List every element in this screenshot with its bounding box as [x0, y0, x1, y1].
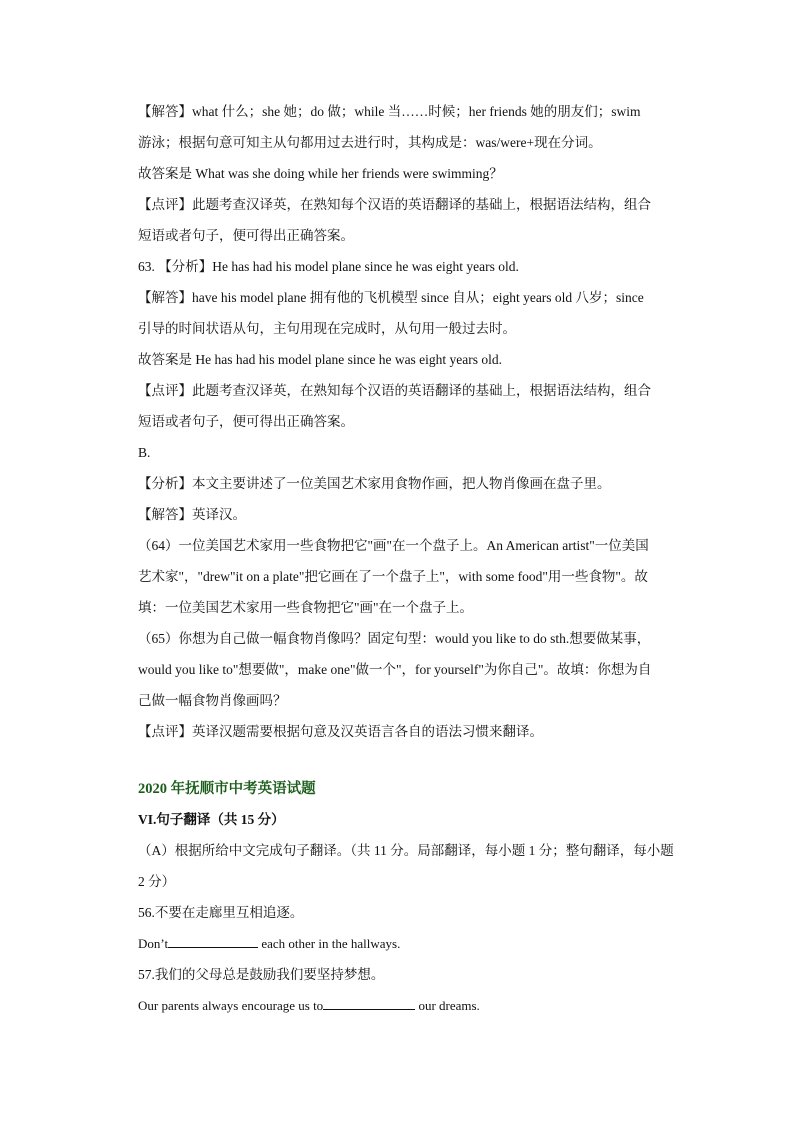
answer-b: 【解答】英译汉。 [138, 507, 246, 522]
analysis-63: 63. 【分析】He has had his model plane since he was eight years old. [138, 259, 519, 274]
answer-63-line-2: 引导的时间状语从句，主句用现在完成时，从句用一般过去时。 [138, 321, 516, 336]
answer-64-line-2: 艺术家"，"drew"it on a plate"把它画在了一个盘子上"，with some food"用一些食物"。故 [138, 569, 648, 584]
answer-line-2: 游泳；根据句意可知主从句都用过去进行时，其构成是：was/were+现在分词。 [138, 135, 602, 150]
section-spacer [138, 747, 678, 773]
question-57-suffix: our dreams. [415, 998, 480, 1013]
question-57-chinese: 57.我们的父母总是鼓励我们要坚持梦想。 [138, 967, 385, 982]
question-56-chinese: 56.不要在走廊里互相追逐。 [138, 905, 304, 920]
page-content [138, 96, 678, 1021]
answer-65-line-3: 己做一幅食物肖像画吗？ [138, 693, 287, 708]
answer-63-line-1: 【解答】have his model plane 拥有他的飞机模型 since 自从；eight years old 八岁；since [138, 290, 644, 305]
answer-63-line-3: 故答案是 He has had his model plane since he was eight years old. [138, 352, 503, 367]
instruction-line-2: 2 分） [138, 874, 176, 889]
answer-line-3: 故答案是 What was she doing while her friends were swimming？ [138, 166, 503, 181]
section-title: 2020 年抚顺市中考英语试题 [138, 781, 316, 797]
section-subtitle: VI.句子翻译（共 15 分） [138, 812, 285, 827]
answer-line-1: 【解答】what 什么；she 她；do 做；while 当……时候；her friends 她的朋友们；swim [138, 104, 641, 119]
comment-line-1: 【点评】此题考查汉译英，在熟知每个汉语的英语翻译的基础上，根据语法结构，组合 [138, 197, 651, 212]
question-56-english [138, 928, 678, 959]
answer-64-line-1: （64）一位美国艺术家用一些食物把它"画"在一个盘子上。An American artist"一位美国 [138, 538, 649, 553]
analysis-b: 【分析】本文主要讲述了一位美国艺术家用食物作画，把人物肖像画在盘子里。 [138, 476, 611, 491]
comment-63-line-1: 【点评】此题考查汉译英，在熟知每个汉语的英语翻译的基础上，根据语法结构，组合 [138, 383, 651, 398]
question-56-suffix: each other in the hallways. [258, 936, 401, 951]
answer-64-line-3: 填：一位美国艺术家用一些食物把它"画"在一个盘子上。 [138, 600, 474, 615]
answer-blank-56[interactable] [168, 933, 258, 948]
question-57-english [138, 990, 678, 1021]
question-57-prefix: Our parents always encourage us to [138, 998, 324, 1013]
answer-65-line-1: （65）你想为自己做一幅食物肖像吗？固定句型：would you like to do sth.想要做某事， [138, 631, 651, 646]
answer-65-line-2: would you like to"想要做"，make one"做一个"，for yourself"为你自己"。故填：你想为自 [138, 662, 652, 677]
answer-blank-57[interactable] [323, 995, 415, 1010]
section-b-label: B. [138, 445, 151, 460]
comment-b: 【点评】英译汉题需要根据句意及汉英语言各自的语法习惯来翻译。 [138, 724, 543, 739]
question-56-prefix: Don’t [138, 936, 169, 951]
instruction-line-1: （A）根据所给中文完成句子翻译。（共 11 分。局部翻译，每小题 1 分；整句翻译，每小题 [138, 843, 674, 858]
comment-63-line-2: 短语或者句子，便可得出正确答案。 [138, 414, 354, 429]
comment-line-2: 短语或者句子，便可得出正确答案。 [138, 228, 354, 243]
